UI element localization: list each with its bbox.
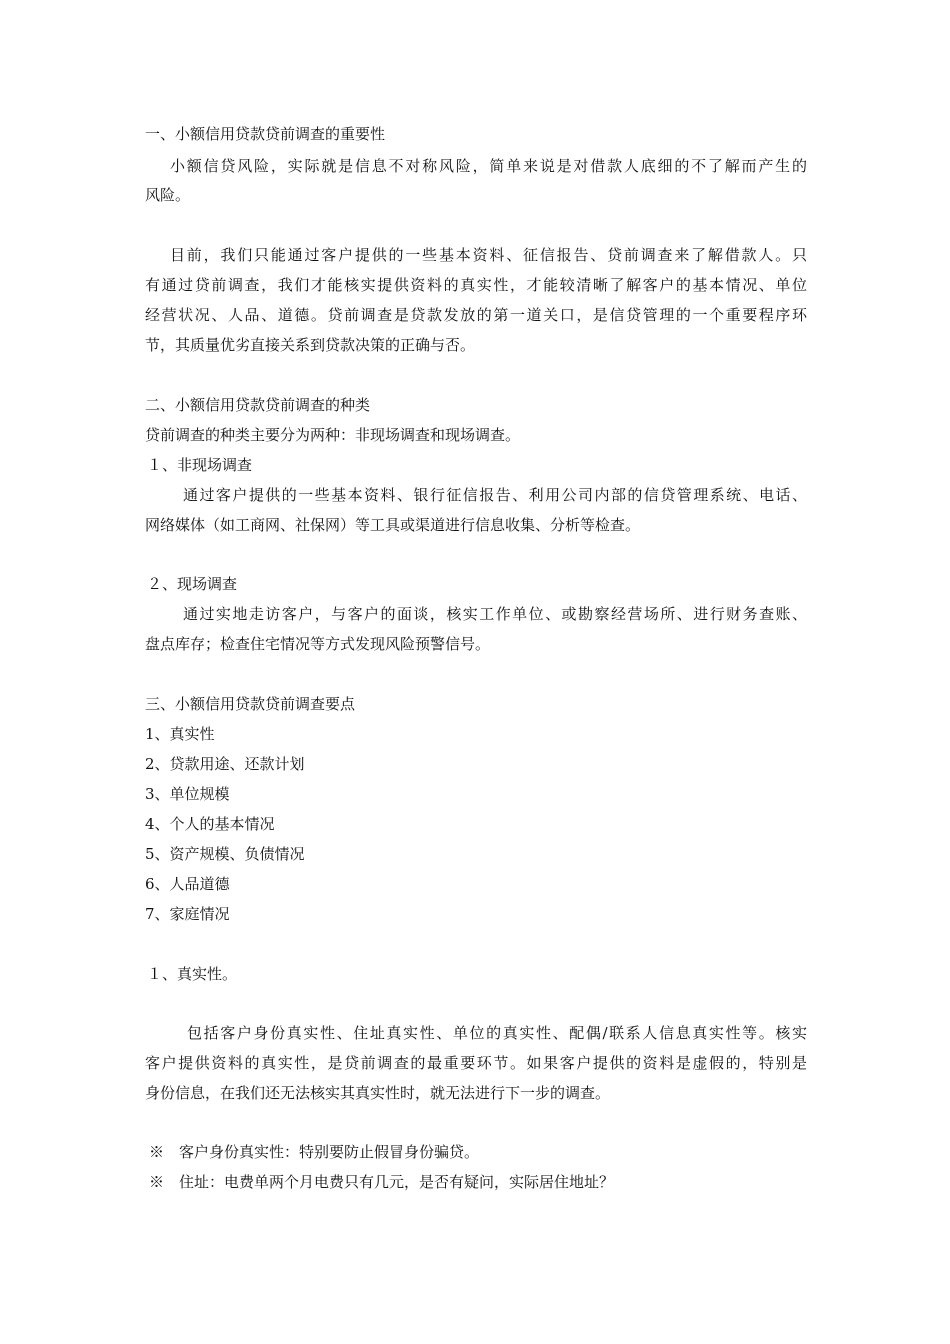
section-2-sub-1-line-1: 通过客户提供的一些基本资料、银行征信报告、利用公司内部的信贷管理系统、电话、 bbox=[183, 486, 807, 504]
section-3-heading: 三、小额信用贷款贷前调查要点 bbox=[145, 695, 356, 713]
note-item: ※ 住址：电费单两个月电费只有几元，是否有疑问，实际居住地址？ bbox=[149, 1173, 615, 1191]
list-item: 6、人品道德 bbox=[145, 875, 230, 893]
section-1-para-2-line-1: 目前，我们只能通过客户提供的一些基本资料、征信报告、贷前调查来了解借款人。只 bbox=[170, 246, 807, 264]
section-1-heading: 一、小额信用贷款贷前调查的重要性 bbox=[145, 125, 386, 143]
list-item: 2、贷款用途、还款计划 bbox=[145, 755, 305, 773]
section-2-sub-1-title: １、非现场调查 bbox=[147, 456, 253, 474]
list-item: 7、家庭情况 bbox=[145, 905, 230, 923]
list-item: 5、资产规模、负债情况 bbox=[145, 845, 305, 863]
section-3-detail-title: １、真实性。 bbox=[147, 965, 238, 983]
list-item: 1、真实性 bbox=[145, 725, 215, 743]
section-1-para-1-line-2: 风险。 bbox=[145, 186, 191, 204]
section-2-sub-2-title: ２、现场调查 bbox=[147, 575, 238, 593]
section-1-para-2-line-3: 经营状况、人品、道德。贷前调查是贷款发放的第一道关口，是信贷管理的一个重要程序环 bbox=[145, 306, 807, 324]
section-3-detail-line-2: 客户提供资料的真实性，是贷前调查的最重要环节。如果客户提供的资料是虚假的，特别是 bbox=[145, 1054, 807, 1072]
section-2-sub-1-line-2: 网络媒体（如工商网、社保网）等工具或渠道进行信息收集、分析等检查。 bbox=[145, 516, 641, 534]
section-2-heading: 二、小额信用贷款贷前调查的种类 bbox=[145, 396, 371, 414]
section-3-detail-line-3: 身份信息，在我们还无法核实其真实性时，就无法进行下一步的调查。 bbox=[145, 1084, 611, 1102]
list-item: 4、个人的基本情况 bbox=[145, 815, 275, 833]
section-2-sub-2-line-1: 通过实地走访客户，与客户的面谈，核实工作单位、或勘察经营场所、进行财务查账、 bbox=[183, 605, 807, 623]
list-item: 3、单位规模 bbox=[145, 785, 230, 803]
note-item: ※ 客户身份真实性：特别要防止假冒身份骗贷。 bbox=[149, 1143, 480, 1161]
section-2-sub-2-line-2: 盘点库存；检查住宅情况等方式发现风险预警信号。 bbox=[145, 635, 491, 653]
section-1-para-2-line-2: 有通过贷前调查，我们才能核实提供资料的真实性，才能较清晰了解客户的基本情况、单位 bbox=[145, 276, 807, 294]
section-1-para-2-line-4: 节，其质量优劣直接关系到贷款决策的正确与否。 bbox=[145, 336, 476, 354]
section-3-detail-line-1: 包括客户身份真实性、住址真实性、单位的真实性、配偶/联系人信息真实性等。核实 bbox=[187, 1024, 807, 1042]
section-2-intro: 贷前调查的种类主要分为两种：非现场调查和现场调查。 bbox=[145, 426, 521, 444]
section-1-para-1-line-1: 小额信贷风险，实际就是信息不对称风险，简单来说是对借款人底细的不了解而产生的 bbox=[170, 157, 807, 175]
